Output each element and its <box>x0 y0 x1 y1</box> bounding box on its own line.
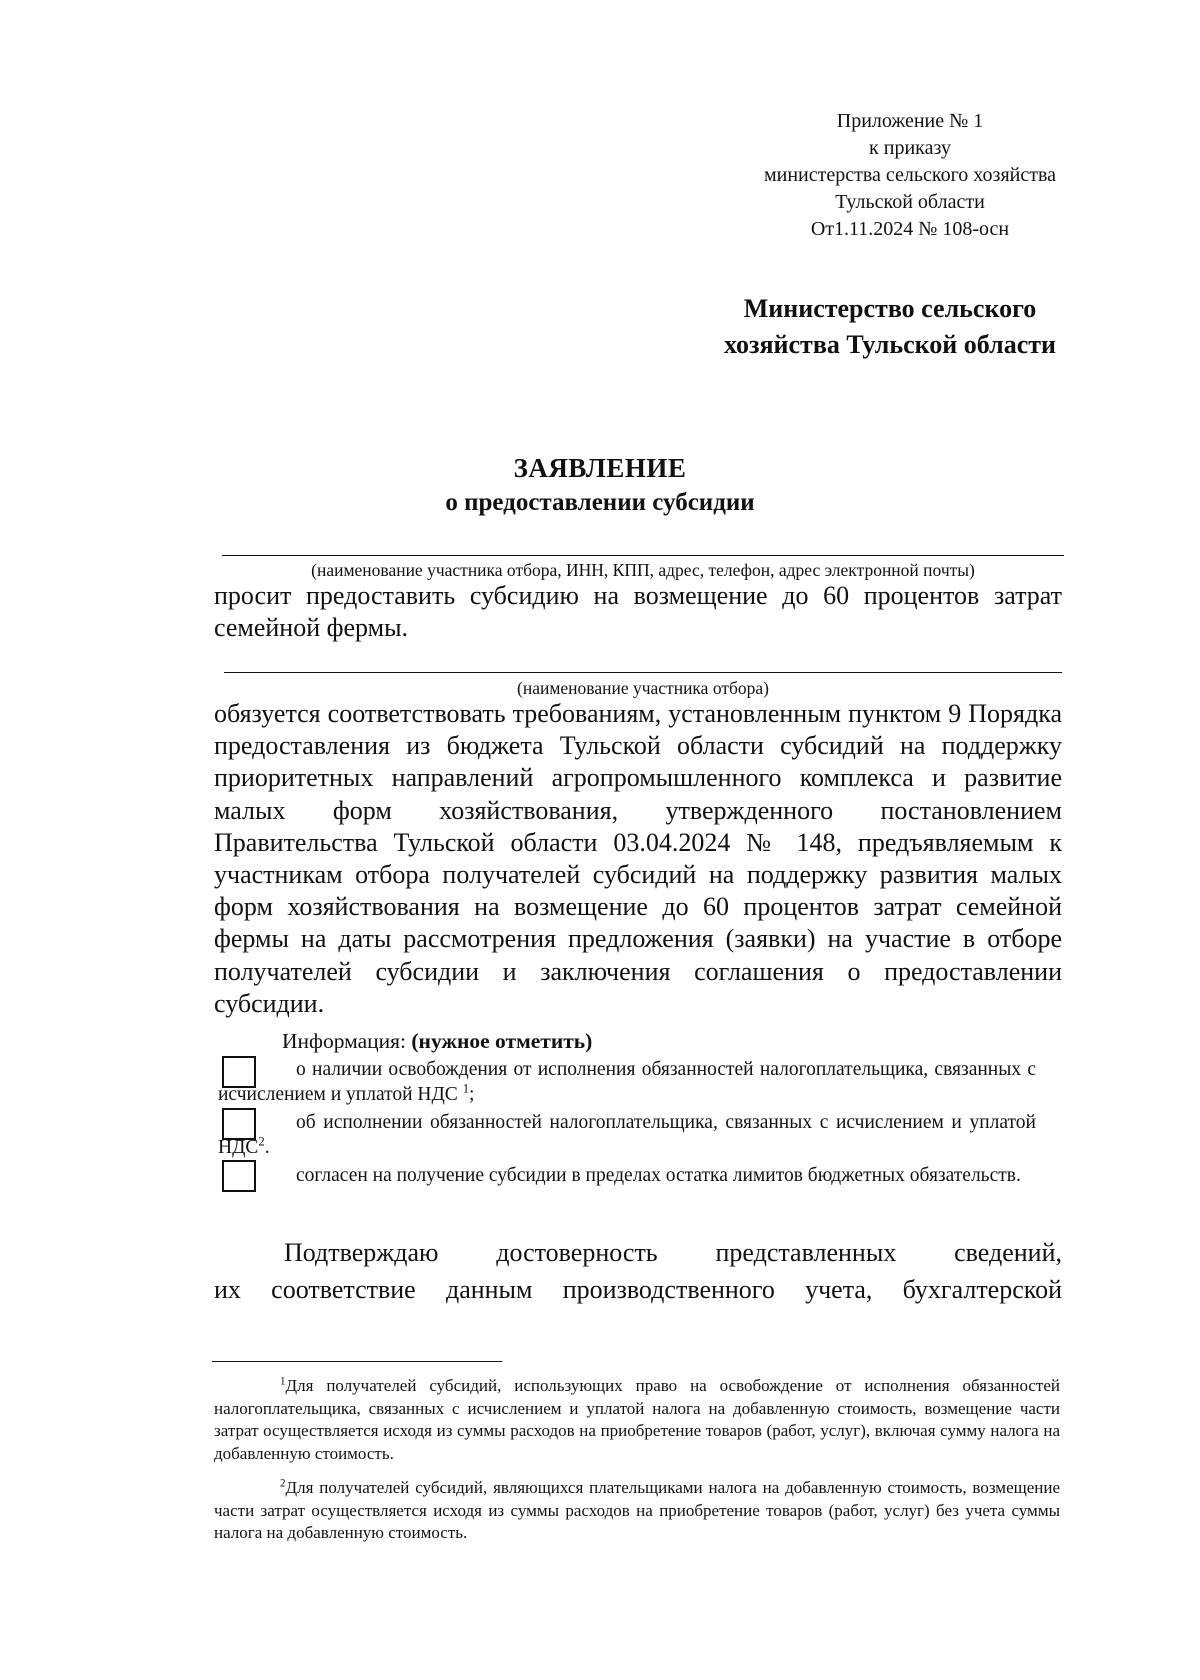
annex-to-order: к приказу <box>869 137 951 159</box>
confirmation-line-2: их соответствие данным производственного учета, бухгалтерской <box>214 1275 1062 1304</box>
addressee-line-2: хозяйства Тульской области <box>724 330 1056 359</box>
confirmation-paragraph <box>214 1234 1062 1308</box>
applicant-fill-line[interactable] <box>222 555 1064 556</box>
info-label <box>282 1028 592 1055</box>
addressee-line-1: Министерство сельского <box>743 294 1037 323</box>
annex-number: Приложение № 1 <box>836 110 984 132</box>
option-2-text: об исполнении обязанностей налогоплательщика, связанных с исчислением и уплатой НДС$^2$. <box>218 1112 1036 1158</box>
title-main: ЗАЯВЛЕНИЕ <box>513 453 687 483</box>
footnote-ref-2: 2 <box>258 1134 265 1149</box>
annex-header <box>700 108 1120 243</box>
option-3-text: согласен на получение субсидии в пределах остатка лимитов бюджетных обязательств. <box>296 1165 1021 1186</box>
info-label-note: (нужное отметить) <box>411 1029 593 1053</box>
title-sub: о предоставлении субсидии <box>445 489 755 516</box>
option-1-text: о наличии освобождения от исполнения обязанностей налогоплательщика, связанных с исчислением и уплатой НДС $^1$; <box>218 1059 1036 1105</box>
obligation-paragraph: обязуется соответствовать требованиям, установленным пунктом 9 Порядка предоставления из бюджета Тульской области субсидий на поддержку приоритетных направлений агропромышленного комплекса и развитие малых форм хозяйствования, утвержденного постановлением Правительства Тульской области 03.04.2024 № 148, предъявляемым к участникам отбора получателей субсидий на поддержку развития малых форм хозяйствования на возмещение до 60 процентов затрат семейной фермы на даты рассмотрения предложения (заявки) на участие в отборе получателей субсидии и заключения соглашения о предоставлении субсидии. <box>214 699 1062 1018</box>
confirmation-line-1: Подтверждаю достоверность представленных сведений, <box>284 1238 1062 1267</box>
participant-fill-line[interactable] <box>224 672 1062 673</box>
annex-ministry: министерства сельского хозяйства <box>763 164 1057 186</box>
footnote-1-mark: 1 <box>280 1375 286 1388</box>
footnote-2: $^2$Для получателей субсидий, являющихся плательщиками налога на добавленную стоимость, возмещение части затрат осуществляется исходя из суммы расходов на приобретение товаров (работ, услуг) без учета суммы налога на добавленную стоимость. <box>214 1477 1060 1542</box>
annex-order-date-number: От1.11.2024 № 108-осн <box>810 218 1010 240</box>
applicant-hint: (наименование участника отбора, ИНН, КПП, адрес, телефон, адрес электронной почты) <box>311 560 975 580</box>
addressee <box>660 291 1120 363</box>
request-paragraph: просит предоставить субсидию на возмещение до 60 процентов затрат семейной фермы. <box>214 581 1062 643</box>
participant-hint: (наименование участника отбора) <box>517 678 769 698</box>
footnote-2-mark: 2 <box>280 1477 286 1490</box>
annex-region: Тульской области <box>835 191 985 213</box>
footnote-ref-1: 1 <box>462 1081 470 1096</box>
footnote-separator <box>212 1361 502 1362</box>
info-label-text: Информация: <box>282 1029 412 1053</box>
footnote-1: $^1$Для получателей субсидий, использующих право на освобождение от исполнения обязанностей налогоплательщика, связанных с исчислением и уплатой налога на добавленную стоимость, возмещение части затрат осуществляется исходя из суммы расходов на приобретение товаров (работ, услуг), включая сумму налога на добавленную стоимость. <box>214 1375 1060 1463</box>
document-title <box>300 450 900 520</box>
